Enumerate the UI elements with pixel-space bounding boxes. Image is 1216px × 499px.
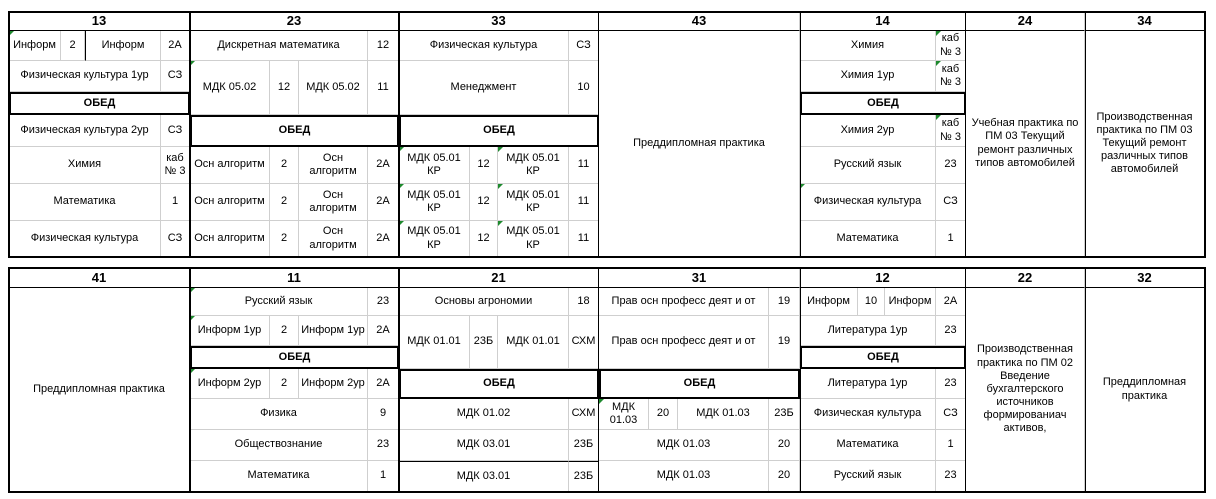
cell[interactable]: Русский язык xyxy=(800,147,936,184)
cell[interactable]: 23 xyxy=(936,147,966,184)
cell[interactable]: 19 xyxy=(769,316,800,369)
merged-cell[interactable]: Производственная практика по ПМ 02 Введение бухгалтерского источников формированиач активов, xyxy=(966,288,1085,492)
lunch-cell[interactable]: ОБЕД xyxy=(9,92,190,115)
cell[interactable]: Информ 1ур xyxy=(299,316,368,346)
cell[interactable]: Информ xyxy=(9,31,61,61)
cell[interactable]: МДК 05.01 КР xyxy=(399,184,470,221)
cell[interactable]: 2А xyxy=(368,316,399,346)
cell[interactable]: 1 xyxy=(936,430,966,461)
cell[interactable]: МДК 01.03 xyxy=(599,430,769,461)
cell[interactable]: 2 xyxy=(270,184,299,221)
cell[interactable]: Осн алгоритм xyxy=(190,184,270,221)
cell[interactable]: МДК 03.01 xyxy=(399,430,569,461)
cell[interactable]: МДК 01.03 xyxy=(678,399,769,430)
lunch-cell[interactable]: ОБЕД xyxy=(399,369,599,399)
cell[interactable]: каб № 3 xyxy=(936,31,966,61)
cell[interactable]: СЗ xyxy=(936,184,966,221)
cell[interactable]: СЗ xyxy=(161,115,190,147)
cell[interactable]: МДК 05.01 КР xyxy=(498,221,569,257)
cell[interactable]: МДК 05.02 xyxy=(299,61,368,115)
cell[interactable]: 2А xyxy=(368,147,399,184)
cell[interactable]: СЗ xyxy=(569,31,599,61)
cell[interactable]: Прав осн професс деят и от xyxy=(599,316,769,369)
cell[interactable]: Физическая культура xyxy=(399,31,569,61)
cell[interactable]: 1 xyxy=(161,184,190,221)
cell[interactable]: МДК 01.01 xyxy=(399,316,470,369)
header-cell[interactable]: 21 xyxy=(399,268,599,288)
header-cell[interactable]: 24 xyxy=(966,12,1085,31)
cell[interactable]: 11 xyxy=(368,61,399,115)
lunch-cell[interactable]: ОБЕД xyxy=(190,346,399,369)
cell[interactable]: Информ xyxy=(85,31,161,61)
cell[interactable]: СХМ xyxy=(569,399,599,430)
cell[interactable]: каб № 3 xyxy=(936,61,966,92)
cell[interactable]: 12 xyxy=(368,31,399,61)
header-cell[interactable]: 13 xyxy=(9,12,190,31)
cell[interactable]: Физическая культура xyxy=(800,399,936,430)
cell[interactable]: 23Б xyxy=(569,430,599,461)
cell[interactable]: Физическая культура 2ур xyxy=(9,115,161,147)
cell[interactable]: 2А xyxy=(368,221,399,257)
cell[interactable]: 11 xyxy=(569,184,599,221)
cell[interactable]: 23 xyxy=(936,461,966,492)
header-cell[interactable]: 23 xyxy=(190,12,399,31)
cell[interactable]: Русский язык xyxy=(800,461,936,492)
cell[interactable]: МДК 05.01 КР xyxy=(399,221,470,257)
cell[interactable]: 2А xyxy=(161,31,190,61)
cell[interactable]: Химия xyxy=(9,147,161,184)
cell[interactable]: Литература 1ур xyxy=(800,316,936,346)
cell[interactable]: 2 xyxy=(270,369,299,399)
cell[interactable]: 2 xyxy=(270,221,299,257)
cell[interactable]: 2 xyxy=(270,316,299,346)
cell[interactable]: МДК 01.03 xyxy=(599,399,649,430)
cell[interactable]: Осн алгоритм xyxy=(299,221,368,257)
cell[interactable]: Информ xyxy=(800,288,858,316)
cell[interactable]: Математика xyxy=(800,221,936,257)
lunch-cell[interactable]: ОБЕД xyxy=(190,115,399,147)
cell[interactable]: СЗ xyxy=(161,221,190,257)
cell[interactable]: 20 xyxy=(649,399,678,430)
cell[interactable]: Основы агрономии xyxy=(399,288,569,316)
cell[interactable]: 2А xyxy=(368,369,399,399)
cell[interactable]: 23Б xyxy=(769,399,800,430)
cell[interactable]: Осн алгоритм xyxy=(190,221,270,257)
cell[interactable]: 20 xyxy=(769,430,800,461)
lunch-cell[interactable]: ОБЕД xyxy=(399,115,599,147)
cell[interactable]: Химия 2ур xyxy=(800,115,936,147)
cell[interactable]: СХМ xyxy=(569,316,599,369)
cell[interactable]: 12 xyxy=(470,221,498,257)
cell[interactable]: 23 xyxy=(936,316,966,346)
cell[interactable]: 18 xyxy=(569,288,599,316)
cell[interactable]: Обществознание xyxy=(190,430,368,461)
cell[interactable]: 23 xyxy=(936,369,966,399)
cell[interactable]: 9 xyxy=(368,399,399,430)
cell[interactable]: 23 xyxy=(368,430,399,461)
cell[interactable]: 12 xyxy=(470,184,498,221)
cell[interactable]: Химия 1ур xyxy=(800,61,936,92)
lunch-cell[interactable]: ОБЕД xyxy=(800,92,966,115)
cell[interactable]: Дискретная математика xyxy=(190,31,368,61)
merged-cell[interactable]: Преддипломная практика xyxy=(599,31,800,257)
cell[interactable]: 23Б xyxy=(470,316,498,369)
cell[interactable]: 11 xyxy=(569,147,599,184)
cell[interactable]: МДК 05.01 КР xyxy=(498,184,569,221)
cell[interactable]: 10 xyxy=(858,288,885,316)
cell[interactable]: 23Б xyxy=(569,461,599,492)
header-cell[interactable]: 14 xyxy=(800,12,966,31)
merged-cell[interactable]: Учебная практика по ПМ 03 Текущий ремонт различных типов автомобилей xyxy=(966,31,1085,257)
cell[interactable]: МДК 05.01 КР xyxy=(498,147,569,184)
lunch-cell[interactable]: ОБЕД xyxy=(800,346,966,369)
lunch-cell[interactable]: ОБЕД xyxy=(599,369,800,399)
cell[interactable]: Осн алгоритм xyxy=(190,147,270,184)
cell[interactable]: Информ xyxy=(885,288,936,316)
cell[interactable]: каб № 3 xyxy=(161,147,190,184)
cell[interactable]: 2А xyxy=(368,184,399,221)
cell[interactable]: Физика xyxy=(190,399,368,430)
cell[interactable]: 2А xyxy=(936,288,966,316)
cell[interactable]: Информ 2ур xyxy=(299,369,368,399)
cell[interactable]: Русский язык xyxy=(190,288,368,316)
cell[interactable]: Информ 1ур xyxy=(190,316,270,346)
cell[interactable]: 23 xyxy=(368,288,399,316)
cell[interactable]: Осн алгоритм xyxy=(299,184,368,221)
cell[interactable]: 12 xyxy=(470,147,498,184)
cell[interactable]: Физическая культура xyxy=(9,221,161,257)
cell[interactable]: Математика xyxy=(190,461,368,492)
cell[interactable]: Математика xyxy=(800,430,936,461)
cell[interactable]: МДК 05.02 xyxy=(190,61,270,115)
merged-cell[interactable]: Производственная практика по ПМ 03 Текущий ремонт различных типов автомобилей xyxy=(1085,31,1205,257)
cell[interactable]: 12 xyxy=(270,61,299,115)
cell[interactable]: 19 xyxy=(769,288,800,316)
header-cell[interactable]: 32 xyxy=(1085,268,1205,288)
header-cell[interactable]: 34 xyxy=(1085,12,1205,31)
cell[interactable]: 1 xyxy=(368,461,399,492)
header-cell[interactable]: 33 xyxy=(399,12,599,31)
header-cell[interactable]: 22 xyxy=(966,268,1085,288)
cell[interactable]: Менеджмент xyxy=(399,61,569,115)
cell[interactable]: Прав осн професс деят и от xyxy=(599,288,769,316)
cell[interactable]: Информ 2ур xyxy=(190,369,270,399)
cell[interactable]: СЗ xyxy=(936,399,966,430)
merged-cell[interactable]: Преддипломная практика xyxy=(1085,288,1205,492)
cell[interactable]: Осн алгоритм xyxy=(299,147,368,184)
cell[interactable]: МДК 01.01 xyxy=(498,316,569,369)
cell[interactable]: 1 xyxy=(936,221,966,257)
cell[interactable]: МДК 05.01 КР xyxy=(399,147,470,184)
cell[interactable]: 2 xyxy=(61,31,85,61)
cell[interactable]: 10 xyxy=(569,61,599,115)
cell[interactable]: МДК 01.03 xyxy=(599,461,769,492)
cell[interactable]: МДК 01.02 xyxy=(399,399,569,430)
header-cell[interactable]: 31 xyxy=(599,268,800,288)
header-cell[interactable]: 12 xyxy=(800,268,966,288)
cell[interactable]: Математика xyxy=(9,184,161,221)
cell[interactable]: 20 xyxy=(769,461,800,492)
cell[interactable]: МДК 03.01 xyxy=(399,461,569,492)
cell[interactable]: СЗ xyxy=(161,61,190,92)
cell[interactable]: Физическая культура 1ур xyxy=(9,61,161,92)
merged-cell[interactable]: Преддипломная практика xyxy=(9,288,190,492)
header-cell[interactable]: 43 xyxy=(599,12,800,31)
cell[interactable]: Химия xyxy=(800,31,936,61)
cell[interactable]: 2 xyxy=(270,147,299,184)
cell[interactable]: Литература 1ур xyxy=(800,369,936,399)
header-cell[interactable]: 41 xyxy=(9,268,190,288)
cell[interactable]: 11 xyxy=(569,221,599,257)
header-cell[interactable]: 11 xyxy=(190,268,399,288)
cell[interactable]: Физическая культура xyxy=(800,184,936,221)
cell[interactable]: каб № 3 xyxy=(936,115,966,147)
